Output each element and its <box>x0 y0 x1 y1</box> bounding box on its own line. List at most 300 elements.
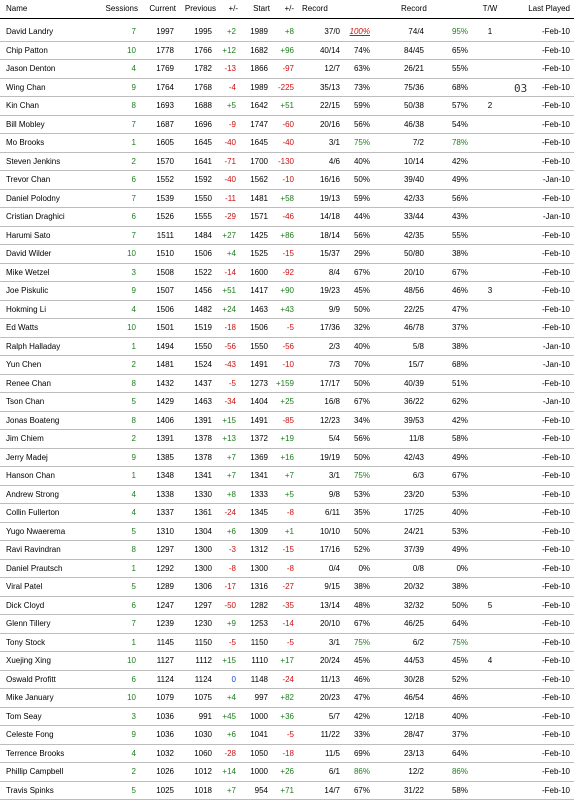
cell-games: 46/25 <box>403 619 424 628</box>
table-row[interactable] <box>0 726 574 745</box>
cell-last: -Feb-10 <box>541 545 570 554</box>
cell-sessions: 7 <box>131 193 136 203</box>
cell-current: 1997 <box>156 27 174 36</box>
cell-pct: 35% <box>353 508 370 517</box>
cell-record: 3/1 <box>328 471 340 480</box>
table-row[interactable] <box>0 430 574 449</box>
table-row[interactable] <box>0 763 574 782</box>
table-row[interactable] <box>0 449 574 468</box>
cell-games: 17/25 <box>403 508 424 517</box>
cell-last: -Jan-10 <box>542 360 570 369</box>
cell-delta: -71 <box>224 156 236 166</box>
cell-start: 1600 <box>250 267 268 277</box>
cell-previous: 1361 <box>194 508 212 517</box>
cell-delta: +45 <box>222 711 236 721</box>
cell-delta2: +16 <box>280 452 294 462</box>
table-row[interactable] <box>0 708 574 727</box>
cell-start: 1341 <box>250 471 268 480</box>
cell-delta2: +5 <box>284 489 294 499</box>
cell-last: -Feb-10 <box>541 471 570 480</box>
cell-delta2: +90 <box>280 286 294 295</box>
table-row[interactable] <box>0 97 574 116</box>
table-row[interactable] <box>0 560 574 579</box>
cell-sessions: 4 <box>131 489 136 499</box>
table-row[interactable] <box>0 689 574 708</box>
cell-start: 1372 <box>250 434 268 443</box>
cell-pct: 67% <box>353 619 370 628</box>
cell-games: 42/43 <box>403 452 424 462</box>
header-sessions[interactable]: Sessions <box>105 4 138 13</box>
header-record-games[interactable]: Record <box>401 4 427 13</box>
cell-delta2: +43 <box>280 304 294 314</box>
cell-start: 1150 <box>250 637 268 647</box>
header-previous[interactable]: Previous <box>184 4 216 13</box>
cell-record: 11/5 <box>325 748 340 758</box>
cell-last: -Jan-10 <box>542 397 570 406</box>
cell-sessions: 9 <box>131 82 136 92</box>
cell-current: 1036 <box>156 711 174 721</box>
cell-sessions: 1 <box>131 563 136 573</box>
cell-sessions: 3 <box>131 267 136 277</box>
cell-last: -Feb-10 <box>541 193 570 203</box>
cell-start: 1345 <box>250 508 268 517</box>
table-row[interactable] <box>0 60 574 79</box>
cell-name: Andrew Strong <box>6 489 59 499</box>
table-row[interactable] <box>0 153 574 172</box>
cell-record: 0/4 <box>328 563 340 573</box>
cell-sessions: 6 <box>131 674 136 684</box>
cell-last: -Feb-10 <box>541 674 570 684</box>
table-row[interactable] <box>0 264 574 283</box>
table-row[interactable] <box>0 541 574 560</box>
cell-last: -Feb-10 <box>541 785 570 795</box>
cell-record: 10/10 <box>319 526 340 536</box>
cell-current: 1406 <box>156 415 174 425</box>
cell-record: 6/1 <box>328 767 340 776</box>
cell-previous: 1391 <box>194 415 212 425</box>
cell-gpct: 57% <box>451 101 468 110</box>
cell-sessions: 6 <box>131 212 136 221</box>
table-row[interactable] <box>0 134 574 153</box>
cell-games: 42/33 <box>403 193 424 203</box>
cell-delta: -5 <box>228 637 236 647</box>
table-row[interactable] <box>0 745 574 764</box>
cell-sessions: 4 <box>131 748 136 758</box>
cell-name: Tony Stock <box>6 637 46 647</box>
cell-gpct: 46% <box>451 693 468 702</box>
cell-name: Dick Cloyd <box>6 600 45 610</box>
cell-previous: 1696 <box>194 119 212 129</box>
cell-name: Ralph Halladay <box>6 341 61 351</box>
cell-previous: 1550 <box>194 341 212 351</box>
cell-current: 1552 <box>156 175 174 184</box>
cell-last: -Feb-10 <box>541 156 570 166</box>
cell-sessions: 4 <box>131 508 136 517</box>
cell-sessions: 7 <box>131 619 136 628</box>
cell-current: 1506 <box>156 304 174 314</box>
cell-gpct: 68% <box>451 360 468 369</box>
cell-last: -Feb-10 <box>541 452 570 462</box>
cell-record: 19/23 <box>319 286 340 295</box>
cell-current: 1247 <box>156 600 174 610</box>
table-row[interactable] <box>0 671 574 690</box>
cell-gpct: 55% <box>451 230 468 240</box>
table-row[interactable] <box>0 171 574 190</box>
table-row[interactable] <box>0 782 574 801</box>
cell-start: 1148 <box>250 674 268 684</box>
cell-sessions: 2 <box>131 156 136 166</box>
cell-pct: 56% <box>353 230 370 240</box>
cell-last: -Feb-10 <box>541 693 570 702</box>
cell-delta: -34 <box>224 397 236 406</box>
cell-delta2: +159 <box>275 378 294 388</box>
table-row[interactable] <box>0 23 574 42</box>
cell-pct: 32% <box>353 323 370 332</box>
cell-start: 1747 <box>250 119 268 129</box>
header-name[interactable]: Name <box>6 4 28 13</box>
cell-current: 1297 <box>156 545 174 554</box>
cell-pct: 67% <box>353 785 370 795</box>
cell-delta: +6 <box>226 730 236 739</box>
cell-games: 46/54 <box>403 693 424 702</box>
column-header-row <box>0 0 574 19</box>
cell-start: 1050 <box>250 748 268 758</box>
cell-name: David Landry <box>6 27 54 36</box>
cell-tw: 5 <box>487 600 493 610</box>
cell-previous: 1645 <box>194 138 212 147</box>
table-row[interactable] <box>0 42 574 61</box>
cell-name: Tom Seay <box>6 711 42 721</box>
cell-start: 1550 <box>250 341 268 351</box>
cell-current: 1391 <box>156 434 174 443</box>
header-last-played[interactable]: Last Played <box>528 4 570 13</box>
cell-sessions: 8 <box>131 101 136 110</box>
header-record[interactable]: Record <box>302 4 328 13</box>
cell-gpct: 45% <box>451 656 468 665</box>
cell-sessions: 7 <box>131 230 136 240</box>
cell-name: Harumi Sato <box>6 230 51 240</box>
table-row[interactable] <box>0 412 574 431</box>
cell-previous: 1550 <box>194 193 212 203</box>
cell-sessions: 1 <box>131 637 136 647</box>
cell-delta2: -130 <box>277 156 294 166</box>
cell-previous: 1688 <box>194 101 212 110</box>
cell-games: 48/56 <box>403 286 424 295</box>
cell-current: 1385 <box>156 452 174 462</box>
cell-current: 1032 <box>156 748 174 758</box>
cell-previous: 1766 <box>194 45 212 55</box>
table-row[interactable] <box>0 578 574 597</box>
cell-pct: 100% <box>349 27 370 36</box>
cell-current: 1145 <box>156 637 174 647</box>
cell-games: 33/44 <box>403 212 424 221</box>
cell-start: 1110 <box>251 656 268 665</box>
cell-pct: 67% <box>353 397 370 406</box>
cell-delta2: -5 <box>286 730 294 739</box>
header-change-current[interactable]: +/- <box>228 4 238 13</box>
cell-record: 18/14 <box>319 230 340 240</box>
table-row[interactable] <box>0 652 574 671</box>
cell-sessions: 4 <box>131 64 136 73</box>
cell-start: 1369 <box>250 452 268 462</box>
table-row[interactable] <box>0 393 574 412</box>
cell-gpct: 64% <box>451 619 468 628</box>
cell-record: 20/16 <box>319 119 340 129</box>
cell-previous: 1112 <box>195 656 212 665</box>
cell-name: Yun Chen <box>6 360 42 369</box>
cell-current: 1605 <box>156 138 174 147</box>
cell-current: 1510 <box>156 249 174 258</box>
cell-record: 20/10 <box>319 619 340 628</box>
cell-gpct: 37% <box>451 730 468 739</box>
cell-delta2: -225 <box>277 82 294 92</box>
cell-games: 5/8 <box>412 341 424 351</box>
cell-delta: +9 <box>226 619 236 628</box>
cell-current: 1337 <box>156 508 174 517</box>
side-label: 03 <box>514 82 528 95</box>
cell-gpct: 49% <box>451 175 468 184</box>
table-row[interactable] <box>0 356 574 375</box>
cell-start: 1312 <box>250 545 268 554</box>
cell-delta2: -8 <box>286 508 294 517</box>
cell-delta: +27 <box>222 230 236 240</box>
cell-name: Jim Chiem <box>6 434 44 443</box>
cell-name: Viral Patel <box>6 582 43 591</box>
cell-record: 17/17 <box>319 378 340 388</box>
table-row[interactable] <box>0 597 574 616</box>
cell-last: -Feb-10 <box>541 138 570 147</box>
cell-record: 16/16 <box>319 175 340 184</box>
cell-start: 997 <box>254 693 268 702</box>
header-start[interactable]: Start <box>253 4 270 13</box>
cell-last: -Feb-10 <box>541 434 570 443</box>
cell-name: Wing Chan <box>6 82 46 92</box>
cell-record: 16/8 <box>324 397 340 406</box>
cell-gpct: 46% <box>451 286 468 295</box>
cell-delta2: +86 <box>280 230 294 240</box>
cell-previous: 1341 <box>194 471 212 480</box>
cell-previous: 1030 <box>194 730 212 739</box>
cell-current: 1769 <box>156 64 174 73</box>
cell-games: 11/8 <box>409 434 424 443</box>
table-row[interactable] <box>0 227 574 246</box>
cell-name: Yugo Nwaerema <box>6 526 66 536</box>
cell-record: 6/11 <box>325 508 340 517</box>
table-row[interactable] <box>0 319 574 338</box>
cell-sessions: 5 <box>131 582 136 591</box>
cell-last: -Jan-10 <box>542 175 570 184</box>
cell-pct: 56% <box>353 434 370 443</box>
cell-pct: 56% <box>353 119 370 129</box>
table-row[interactable] <box>0 634 574 653</box>
cell-games: 50/80 <box>403 249 424 258</box>
cell-pct: 75% <box>353 637 370 647</box>
cell-delta2: -14 <box>282 619 294 628</box>
table-row[interactable] <box>0 504 574 523</box>
cell-start: 1425 <box>250 230 268 240</box>
cell-pct: 50% <box>353 526 370 536</box>
cell-gpct: 78% <box>451 138 468 147</box>
cell-gpct: 50% <box>451 600 468 610</box>
header-tw[interactable]: T/W <box>482 4 498 13</box>
cell-record: 13/14 <box>319 600 340 610</box>
cell-current: 1693 <box>156 101 174 110</box>
cell-gpct: 51% <box>451 378 468 388</box>
cell-previous: 1482 <box>194 304 212 314</box>
cell-previous: 1300 <box>194 545 212 554</box>
cell-name: Oswald Profitt <box>6 674 56 684</box>
cell-name: Ravi Ravindran <box>6 545 61 554</box>
cell-sessions: 8 <box>131 545 136 554</box>
cell-name: Daniel Prautsch <box>6 563 63 573</box>
cell-delta2: -85 <box>282 415 294 425</box>
cell-start: 1491 <box>250 360 268 369</box>
cell-sessions: 4 <box>131 304 136 314</box>
cell-delta: -40 <box>224 175 236 184</box>
table-row[interactable] <box>0 282 574 301</box>
cell-record: 3/1 <box>328 637 340 647</box>
cell-sessions: 2 <box>131 434 136 443</box>
cell-name: Terrence Brooks <box>6 748 65 758</box>
cell-start: 1316 <box>250 582 268 591</box>
cell-delta: -28 <box>224 748 236 758</box>
cell-record: 19/13 <box>319 193 340 203</box>
cell-pct: 86% <box>353 767 370 776</box>
cell-games: 39/53 <box>403 415 424 425</box>
cell-previous: 991 <box>198 711 212 721</box>
cell-previous: 1506 <box>194 249 212 258</box>
cell-current: 1539 <box>156 193 174 203</box>
cell-start: 954 <box>254 785 268 795</box>
cell-current: 1239 <box>156 619 174 628</box>
table-row[interactable] <box>0 486 574 505</box>
cell-pct: 45% <box>353 656 370 665</box>
table-row[interactable] <box>0 79 574 98</box>
cell-last: -Feb-10 <box>541 730 570 739</box>
cell-start: 1000 <box>250 711 268 721</box>
cell-sessions: 10 <box>127 656 136 665</box>
cell-previous: 1484 <box>194 230 212 240</box>
cell-previous: 1768 <box>194 82 212 92</box>
cell-last: -Feb-10 <box>541 582 570 591</box>
cell-name: Ed Watts <box>6 323 39 332</box>
cell-sessions: 5 <box>131 785 136 795</box>
table-row[interactable] <box>0 116 574 135</box>
cell-start: 1989 <box>250 27 268 36</box>
cell-gpct: 40% <box>451 711 468 721</box>
cell-pct: 34% <box>353 415 370 425</box>
cell-current: 1025 <box>156 785 174 795</box>
cell-gpct: 0% <box>456 563 468 573</box>
cell-previous: 1378 <box>194 452 212 462</box>
cell-previous: 1297 <box>194 600 212 610</box>
cell-record: 37/0 <box>324 27 340 36</box>
cell-delta2: -24 <box>282 674 294 684</box>
cell-delta2: -46 <box>282 212 294 221</box>
cell-record: 5/4 <box>328 434 340 443</box>
header-current[interactable]: Current <box>149 4 176 13</box>
cell-sessions: 8 <box>131 378 136 388</box>
cell-delta2: -18 <box>282 748 294 758</box>
cell-name: Daniel Polodny <box>6 193 60 203</box>
cell-start: 1866 <box>250 64 268 73</box>
cell-name: Tson Chan <box>6 397 45 406</box>
cell-start: 1700 <box>250 156 268 166</box>
cell-record: 15/37 <box>319 249 340 258</box>
table-row[interactable] <box>0 245 574 264</box>
table-row[interactable] <box>0 190 574 209</box>
cell-games: 12/18 <box>403 711 424 721</box>
cell-games: 37/39 <box>403 545 424 554</box>
cell-delta: +15 <box>222 656 236 665</box>
cell-current: 1778 <box>156 45 174 55</box>
cell-delta: +7 <box>226 471 236 480</box>
cell-pct: 44% <box>353 212 370 221</box>
cell-last: -Feb-10 <box>541 767 570 776</box>
cell-name: Mike January <box>6 693 54 702</box>
cell-games: 15/7 <box>408 360 424 369</box>
table-row[interactable] <box>0 523 574 542</box>
cell-name: Joe Piskulic <box>6 286 49 295</box>
cell-delta2: +19 <box>280 434 294 443</box>
header-change-start[interactable]: +/- <box>284 4 294 13</box>
cell-name: Steven Jenkins <box>6 156 61 166</box>
cell-current: 1570 <box>156 156 174 166</box>
cell-pct: 47% <box>353 693 370 702</box>
cell-pct: 67% <box>353 267 370 277</box>
cell-start: 1417 <box>250 286 268 295</box>
cell-last: -Feb-10 <box>541 230 570 240</box>
cell-previous: 1230 <box>194 619 212 628</box>
cell-previous: 1555 <box>194 212 212 221</box>
cell-delta: +6 <box>226 526 236 536</box>
cell-delta2: +58 <box>280 193 294 203</box>
cell-current: 1124 <box>156 674 174 684</box>
cell-gpct: 53% <box>451 526 468 536</box>
table-row[interactable] <box>0 338 574 357</box>
cell-previous: 1300 <box>194 563 212 573</box>
cell-name: Hanson Chan <box>6 471 55 480</box>
table-row[interactable] <box>0 301 574 320</box>
cell-games: 20/10 <box>403 267 424 277</box>
table-row[interactable] <box>0 208 574 227</box>
table-row[interactable] <box>0 467 574 486</box>
cell-sessions: 1 <box>131 138 136 147</box>
cell-gpct: 86% <box>451 767 468 776</box>
cell-previous: 1524 <box>194 360 212 369</box>
cell-start: 1571 <box>250 212 268 221</box>
cell-sessions: 6 <box>131 175 136 184</box>
cell-start: 1404 <box>250 397 268 406</box>
cell-previous: 1018 <box>194 785 212 795</box>
cell-delta2: +82 <box>280 693 294 702</box>
cell-last: -Feb-10 <box>541 526 570 536</box>
cell-gpct: 58% <box>451 434 468 443</box>
cell-record: 17/36 <box>319 323 340 332</box>
cell-sessions: 9 <box>131 286 136 295</box>
table-row[interactable] <box>0 615 574 634</box>
cell-delta2: -5 <box>286 323 294 332</box>
cell-start: 1525 <box>250 249 268 258</box>
table-row[interactable] <box>0 375 574 394</box>
cell-tw: 4 <box>487 656 493 665</box>
cell-last: -Jan-10 <box>542 212 570 221</box>
cell-last: -Feb-10 <box>541 27 570 36</box>
cell-previous: 1075 <box>194 693 212 702</box>
cell-delta: -18 <box>224 323 236 332</box>
cell-tw: 1 <box>487 27 493 36</box>
cell-current: 1511 <box>156 230 174 240</box>
